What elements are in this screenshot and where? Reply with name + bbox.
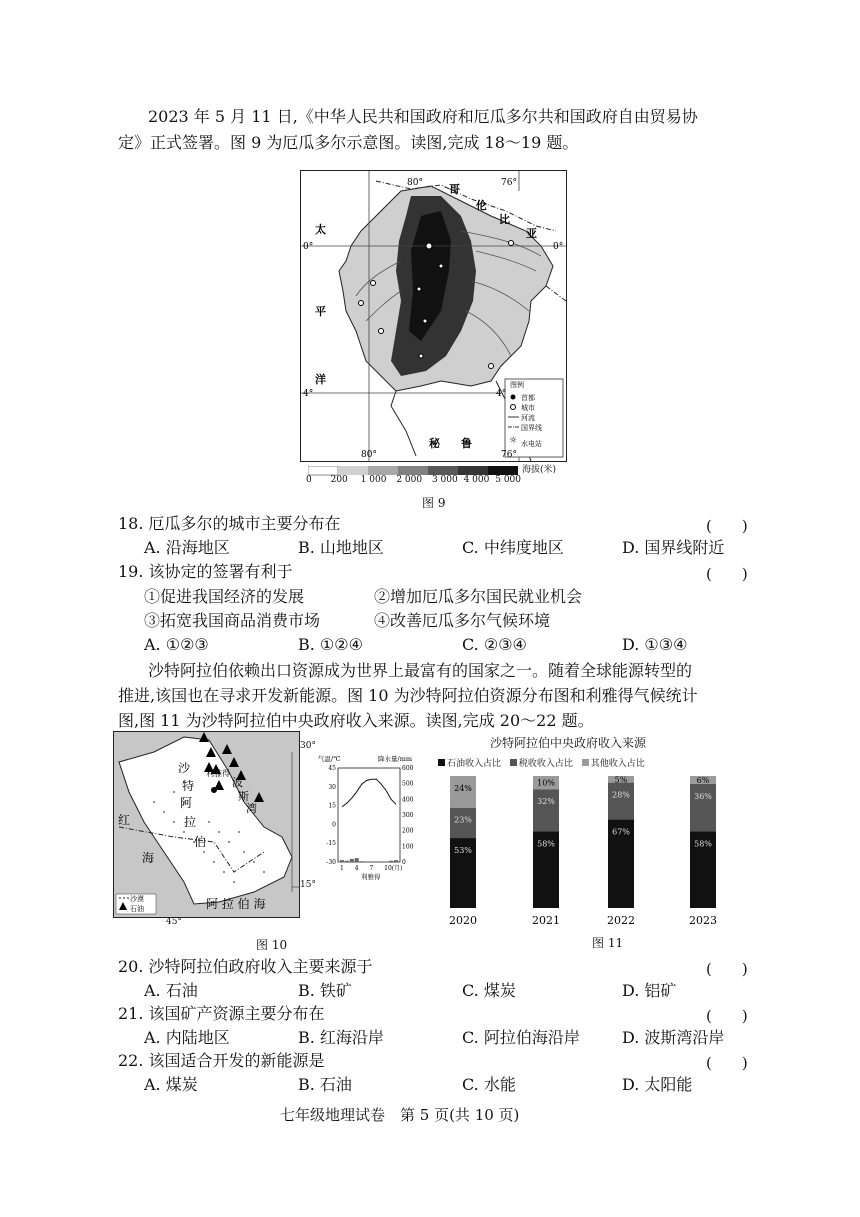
climate-precip-label: 降水量/mm xyxy=(378,755,413,763)
lat-left-0: 0° xyxy=(303,242,314,252)
label-lu: 鲁 xyxy=(461,437,472,450)
scale-unit: 海拔(米) xyxy=(522,465,557,475)
q22-option-b[interactable]: B. 石油 xyxy=(298,1075,352,1094)
label-a: 阿 xyxy=(180,796,193,810)
label-bi: 比 xyxy=(499,213,510,226)
scale-label: 200 xyxy=(330,475,348,485)
label-hong: 红 xyxy=(118,813,131,827)
legend-other-revenue: 其他收入占比 xyxy=(590,759,645,769)
precip-bar xyxy=(355,858,359,862)
bar-value-label: 53% xyxy=(454,846,472,856)
scale-label: 0 xyxy=(306,475,312,485)
q18-answer-paren[interactable]: ( ) xyxy=(706,517,748,535)
temp-tick-label: -30 xyxy=(326,859,336,866)
month-tick-label: 7 xyxy=(369,865,374,872)
q20-option-c[interactable]: C. 煤炭 xyxy=(462,981,516,1000)
q22-option-a[interactable]: A. 煤炭 xyxy=(144,1075,198,1094)
precip-tick-label: 400 xyxy=(402,796,414,804)
temp-tick-label: -15 xyxy=(326,840,336,848)
city-marker xyxy=(489,364,494,369)
bar-value-label: 58% xyxy=(537,839,555,849)
intro2-line2: 推进,该国也在寻求开发新能源。图 10 为沙特阿拉伯资源分布图和利雅得气候统计 xyxy=(118,686,698,705)
legend-title: 图例 xyxy=(510,381,524,389)
city-marker xyxy=(419,354,423,358)
intro2-line1: 沙特阿拉伯依赖出口资源成为世界上最富有的国家之一。随着全球能源转型的 xyxy=(148,661,693,680)
label-te: 特 xyxy=(182,779,195,793)
legend-capital-label: 首都 xyxy=(521,394,535,402)
q22-option-c[interactable]: C. 水能 xyxy=(462,1075,516,1094)
q21-option-c[interactable]: C. 阿拉伯海沿岸 xyxy=(462,1028,580,1047)
bar-value-label: 67% xyxy=(612,827,630,837)
temp-tick-label: 0 xyxy=(332,821,336,829)
q20-option-b[interactable]: B. 铁矿 xyxy=(298,981,352,1000)
legend-oil-label: 石油 xyxy=(130,905,144,913)
q20-option-d[interactable]: D. 铝矿 xyxy=(622,981,677,1000)
q19-answer-paren[interactable]: ( ) xyxy=(706,565,748,583)
page-footer: 七年级地理试卷 第 5 页(共 10 页) xyxy=(280,1106,520,1124)
q19-option-a[interactable]: A. ①②③ xyxy=(144,635,209,654)
q19-option-c[interactable]: C. ②③④ xyxy=(462,635,527,654)
temp-tick-label: 15 xyxy=(328,802,336,810)
intro1-line2: 定》正式签署。图 9 为厄瓜多尔示意图。读图,完成 18～19 题。 xyxy=(118,133,579,152)
label-hai: 海 xyxy=(142,851,155,865)
precip-bar xyxy=(394,860,398,862)
label-tai: 太 xyxy=(315,223,326,236)
q18-option-d[interactable]: D. 国界线附近 xyxy=(622,538,725,557)
label-la: 拉 xyxy=(184,815,197,829)
lon-top-left: 80° xyxy=(407,178,423,188)
lat-right-4: 4° xyxy=(496,389,507,399)
city-marker xyxy=(423,319,427,323)
q20-option-a[interactable]: A. 石油 xyxy=(144,981,198,1000)
label-riyadh: 利雅得 xyxy=(206,769,230,778)
precip-bar xyxy=(345,861,349,862)
precip-tick-label: 100 xyxy=(402,843,414,851)
precip-tick-label: 200 xyxy=(402,827,414,835)
bar-value-label: 23% xyxy=(454,815,472,825)
revenue-bars xyxy=(438,730,730,940)
legend-oil-revenue: 石油收入占比 xyxy=(447,759,502,769)
fig9-caption: 图 9 xyxy=(422,496,446,510)
city-marker xyxy=(359,301,364,306)
legend-desert-icon xyxy=(119,897,129,899)
chart-title: 沙特阿拉伯中央政府收入来源 xyxy=(490,736,647,750)
label-bo2: 波 xyxy=(232,776,243,789)
label-ge: 哥 xyxy=(449,183,460,196)
lon-45: 45° xyxy=(166,917,182,927)
scale-label: 1 000 xyxy=(360,475,387,485)
q19-item-4: ④改善厄瓜多尔气候环境 xyxy=(374,611,551,630)
precip-tick-label: 300 xyxy=(402,812,414,819)
q21-option-b[interactable]: B. 红海沿岸 xyxy=(298,1028,384,1047)
category-label: 2021 xyxy=(532,914,560,927)
label-wan: 湾 xyxy=(246,802,257,815)
temp-tick-label: 45 xyxy=(328,765,336,772)
bar-value-label: 6% xyxy=(696,775,710,785)
elevation-scale-bar xyxy=(308,463,518,473)
lat-right-0: 0° xyxy=(553,242,564,252)
bar-segment xyxy=(533,789,559,831)
legend-hydro-icon: ☼ xyxy=(508,436,518,446)
legend-city-label: 城市 xyxy=(521,404,535,412)
q21-option-a[interactable]: A. 内陆地区 xyxy=(144,1028,230,1047)
label-arabian-sea: 阿 拉 伯 海 xyxy=(206,897,266,911)
q21-answer-paren[interactable]: ( ) xyxy=(706,1007,748,1025)
scale-label: 3 000 xyxy=(431,475,458,485)
lon-bottom-right: 76° xyxy=(501,450,517,460)
precip-bar xyxy=(340,860,344,862)
label-si: 斯 xyxy=(238,790,249,803)
label-ya: 亚 xyxy=(526,227,537,240)
month-tick-label: 4 xyxy=(354,865,359,872)
legend-desert-label: 沙漠 xyxy=(130,895,144,903)
q21-stem: 21. 该国矿产资源主要分布在 xyxy=(118,1004,325,1023)
capital-quito xyxy=(426,243,432,249)
fig10-caption: 图 10 xyxy=(256,938,288,952)
lat-15: 15° xyxy=(300,880,316,890)
precip-bar xyxy=(360,861,364,862)
riyadh-climate-chart xyxy=(316,752,424,880)
label-lun: 伦 xyxy=(476,199,487,212)
bar-value-label: 24% xyxy=(454,784,472,793)
q18-option-b[interactable]: B. 山地地区 xyxy=(298,538,384,557)
scale-label: 4 000 xyxy=(463,475,490,485)
bar-value-label: 32% xyxy=(537,797,555,807)
city-marker xyxy=(439,264,443,268)
q19-option-d[interactable]: D. ①③④ xyxy=(622,635,688,654)
precip-tick-label: 500 xyxy=(402,780,414,788)
q19-option-b[interactable]: B. ①②④ xyxy=(298,635,363,654)
revenue-chart xyxy=(438,730,730,940)
label-ping: 平 xyxy=(315,305,326,318)
legend-border-label: 国界线 xyxy=(521,424,542,432)
bar-value-label: 36% xyxy=(694,791,712,801)
fig11-caption: 图 11 xyxy=(592,936,624,950)
intro2-line3: 图,图 11 为沙特阿拉伯中央政府收入来源。读图,完成 20～22 题。 xyxy=(118,711,594,730)
temp-tick-label: 30 xyxy=(328,783,336,791)
precip-tick-label: 600 xyxy=(402,765,414,772)
city-marker xyxy=(371,281,376,286)
saudi-arabia-map xyxy=(113,731,300,918)
q20-answer-paren[interactable]: ( ) xyxy=(706,960,748,978)
precip-bar xyxy=(350,859,354,862)
bar-segment xyxy=(608,783,634,820)
bar-value-label: 58% xyxy=(694,839,712,849)
ecuador-map-svg xyxy=(301,171,566,461)
label-yang: 洋 xyxy=(315,373,326,386)
elevation-scale-labels xyxy=(306,475,566,485)
q18-option-c[interactable]: C. 中纬度地区 xyxy=(462,538,564,557)
month-tick-label: 1 xyxy=(340,865,344,872)
city-marker xyxy=(417,287,421,291)
category-label: 2022 xyxy=(607,914,635,927)
q18-option-a[interactable]: A. 沿海地区 xyxy=(144,538,230,557)
climate-temp-label: 气温/℃ xyxy=(318,755,341,763)
q19-item-3: ③拓宽我国商品消费市场 xyxy=(144,611,321,630)
city-marker xyxy=(379,329,384,334)
label-mi: 秘 xyxy=(429,437,440,450)
bar-value-label: 5% xyxy=(614,775,628,785)
ecuador-map xyxy=(300,170,567,462)
month-tick-label: 10(月) xyxy=(384,865,403,872)
q19-item-2: ②增加厄瓜多尔国民就业机会 xyxy=(374,587,583,606)
label-bo: 伯 xyxy=(194,835,207,849)
lat-left-4: 4° xyxy=(303,389,314,399)
legend-river-label: 河流 xyxy=(521,414,535,422)
scale-label: 2 000 xyxy=(396,475,423,485)
q22-answer-paren[interactable]: ( ) xyxy=(706,1054,748,1072)
lon-top-right: 76° xyxy=(501,178,517,188)
climate-station-label: 利雅得 xyxy=(361,873,381,880)
intro1-line1: 2023 年 5 月 11 日,《中华人民共和国政府和厄瓜多尔共和国政府自由贸易协 xyxy=(148,107,698,126)
bar-value-label: 28% xyxy=(612,790,630,800)
q19-item-1: ①促进我国经济的发展 xyxy=(144,587,305,606)
riyadh-marker xyxy=(211,787,217,793)
scale-label: 5 000 xyxy=(495,475,521,485)
lon-bottom-left: 80° xyxy=(361,450,377,460)
q21-option-d[interactable]: D. 波斯湾沿岸 xyxy=(622,1028,725,1047)
precip-tick-label: 0 xyxy=(402,859,406,866)
label-sha: 沙 xyxy=(178,761,191,775)
q20-stem: 20. 沙特阿拉伯政府收入主要来源于 xyxy=(118,957,373,976)
lat-30: 30° xyxy=(300,741,316,751)
q19-stem: 19. 该协定的签署有利于 xyxy=(118,562,293,581)
legend-tax-revenue: 税收收入占比 xyxy=(518,759,573,769)
legend-city-icon xyxy=(511,405,516,410)
bar-value-label: 10% xyxy=(537,778,555,788)
q22-stem: 22. 该国适合开发的新能源是 xyxy=(118,1051,325,1070)
precip-bar xyxy=(389,861,393,862)
legend-hydro-label: 水电站 xyxy=(521,440,542,448)
q22-option-d[interactable]: D. 太阳能 xyxy=(622,1075,693,1094)
category-label: 2020 xyxy=(449,914,477,927)
q18-stem: 18. 厄瓜多尔的城市主要分布在 xyxy=(118,514,341,533)
legend-capital-icon xyxy=(511,395,516,400)
city-marker xyxy=(509,241,514,246)
category-label: 2023 xyxy=(689,914,717,927)
